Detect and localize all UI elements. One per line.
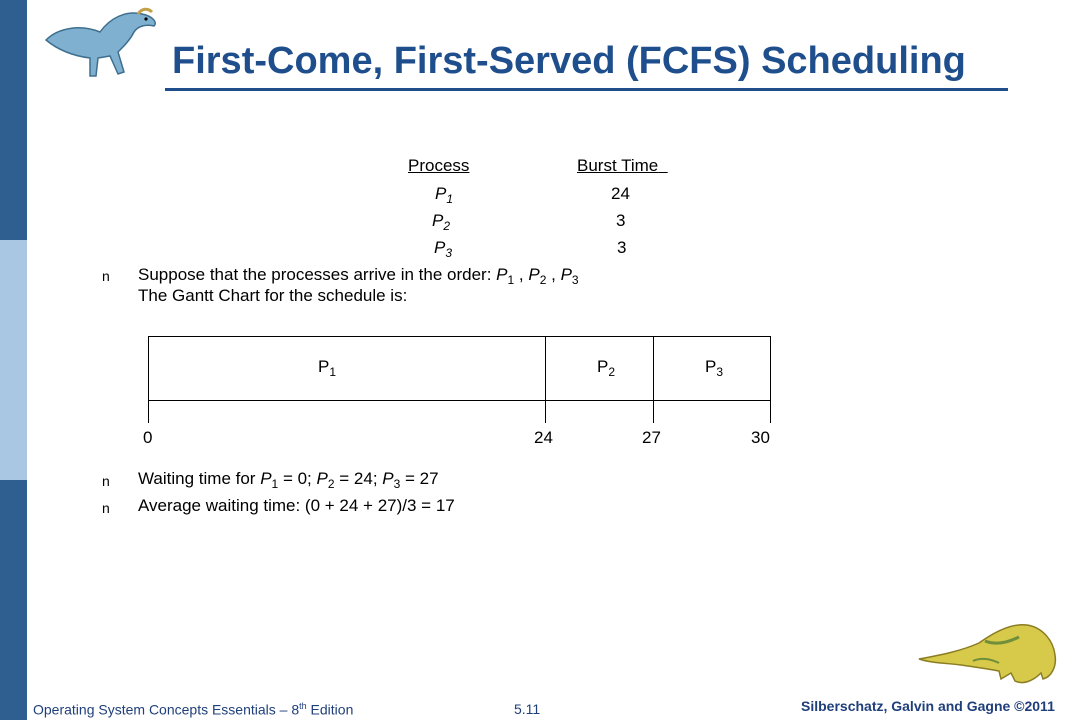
title-underline xyxy=(165,88,1008,91)
bullet-icon: n xyxy=(102,268,110,284)
gantt-tick xyxy=(653,401,654,423)
arrival-order-text: Suppose that the processes arrive in the order: $P_1$ , $P_2$ , $P_3$ xyxy=(138,265,579,287)
sidebar-segment xyxy=(0,480,27,720)
footer-book-title: Operating System Concepts Essentials – 8th Edition xyxy=(33,701,354,718)
table-header-process: Process xyxy=(408,156,470,175)
waiting-time-text: Waiting time for $P_1 = 0$; $P_2 = 24$; $P_3 = 27$ xyxy=(138,469,439,491)
footer-page-number: 5.11 xyxy=(514,701,541,717)
table-row-process: $P_3$ xyxy=(434,238,453,260)
gantt-tick-label: 0 xyxy=(143,428,153,447)
table-row-process: $P_2$ xyxy=(432,211,451,233)
page-title: First-Come, First-Served (FCFS) Scheduling xyxy=(172,40,966,82)
bullet-icon: n xyxy=(102,473,110,489)
gantt-divider xyxy=(545,336,546,401)
sidebar-segment xyxy=(0,0,27,240)
gantt-intro-text: The Gantt Chart for the schedule is: xyxy=(138,286,408,305)
footer-copyright: Silberschatz, Galvin and Gagne ©2011 xyxy=(801,698,1055,714)
gantt-block-label: $P_2$ xyxy=(597,357,616,379)
gantt-divider xyxy=(653,336,654,401)
gantt-tick-label: 24 xyxy=(534,428,553,447)
gantt-chart xyxy=(148,336,771,401)
gantt-tick-label: 27 xyxy=(642,428,661,447)
table-header-burst: Burst Time xyxy=(577,156,659,175)
gantt-block-label: $P_1$ xyxy=(318,357,337,379)
average-waiting-time-text: Average waiting time: (0 + 24 + 27)/3 = 17 xyxy=(138,496,455,515)
table-row-burst: 3 xyxy=(616,211,626,230)
gantt-tick xyxy=(545,401,546,423)
dinosaur-icon xyxy=(38,6,168,86)
bullet-icon: n xyxy=(102,500,110,516)
sidebar-segment xyxy=(0,240,27,480)
gantt-tick-label: 30 xyxy=(751,428,770,447)
table-row-burst: 3 xyxy=(617,238,627,257)
dinosaur-icon xyxy=(915,615,1065,695)
table-row-burst: 24 xyxy=(611,184,630,203)
gantt-block-label: $P_3$ xyxy=(705,357,724,379)
table-row-process: $P_1$ xyxy=(435,184,454,206)
sidebar-stripe xyxy=(0,0,27,720)
gantt-tick xyxy=(148,401,149,423)
gantt-tick xyxy=(770,401,771,423)
